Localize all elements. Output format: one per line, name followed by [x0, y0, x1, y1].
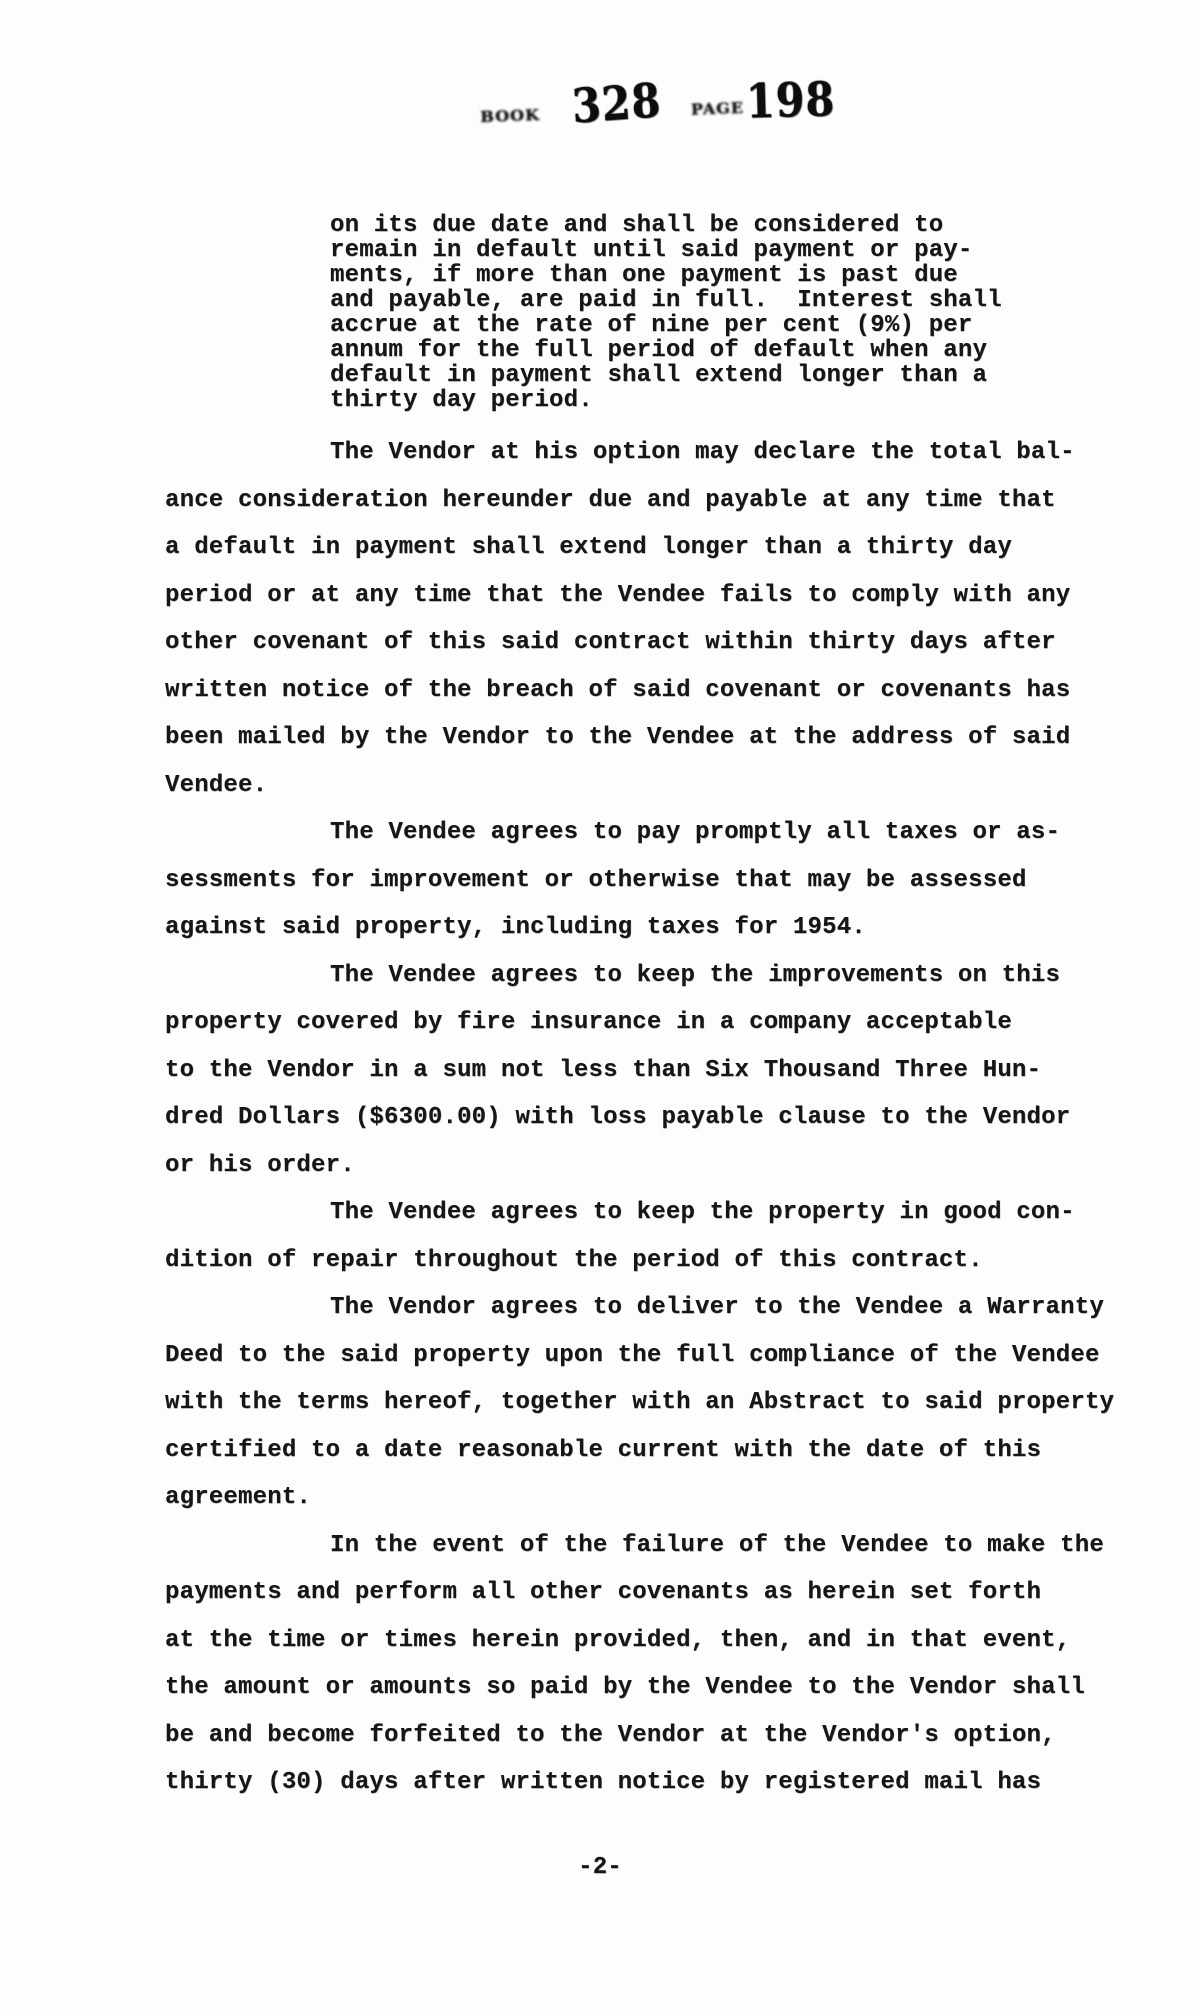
text-line: other covenant of this said contract within thirty days after	[165, 629, 1056, 656]
page-footer	[0, 1848, 1200, 1888]
footer-page-number: -2-	[578, 1854, 622, 1881]
text-line: certified to a date reasonable current with the date of this	[165, 1436, 1042, 1464]
body-text	[165, 429, 1160, 1807]
page-label: PAGE	[690, 98, 745, 118]
text-line: annum for the full period of default when any	[330, 337, 988, 364]
text-line: on its due date and shall be considered to	[330, 212, 944, 239]
text-line: Vendee.	[165, 771, 268, 799]
recorder-stamp	[479, 72, 841, 135]
text-line: The Vendee agrees to keep the property in good con-	[330, 1199, 1075, 1226]
paragraph-good-condition	[165, 1189, 1160, 1284]
text-line: The Vendor at his option may declare the total bal-	[330, 439, 1075, 466]
text-line: against said property, including taxes for 1954.	[165, 914, 866, 941]
text-line: ments, if more than one payment is past due	[330, 262, 958, 289]
text-line: Deed to the said property upon the full compliance of the Vendee	[165, 1341, 1100, 1369]
text-line: accrue at the rate of nine per cent (9%) per	[330, 312, 973, 339]
text-line: The Vendee agrees to keep the improvements on this	[330, 961, 1061, 989]
text-line: to the Vendor in a sum not less than Six Thousand Three Hun-	[165, 1056, 1042, 1084]
text-line: with the terms hereof, together with an Abstract to said property	[165, 1389, 1115, 1416]
text-line: be and become forfeited to the Vendor at the Vendor's option,	[165, 1721, 1056, 1749]
paragraph-taxes	[165, 809, 1160, 952]
paragraph-vendor-option	[165, 429, 1160, 809]
text-line: or his order.	[165, 1151, 355, 1179]
page-number-stamp: 198	[745, 72, 836, 130]
text-line: remain in default until said payment or pay-	[330, 237, 973, 264]
paragraph-warranty-deed	[165, 1284, 1160, 1522]
text-line: sessments for improvement or otherwise that may be assessed	[165, 866, 1027, 894]
text-line: been mailed by the Vendor to the Vendee at the address of said	[165, 724, 1071, 751]
text-line: property covered by fire insurance in a company acceptable	[165, 1009, 1012, 1036]
paragraph-forfeiture	[165, 1522, 1160, 1807]
text-line: The Vendor agrees to deliver to the Vendee a Warranty	[330, 1294, 1104, 1321]
text-line: agreement.	[165, 1484, 312, 1511]
book-label: BOOK	[480, 105, 541, 126]
text-line: the amount or amounts so paid by the Vendee to the Vendor shall	[165, 1674, 1085, 1701]
text-line: payments and perform all other covenants as herein set forth	[165, 1579, 1042, 1606]
text-line: thirty (30) days after written notice by registered mail has	[165, 1769, 1042, 1796]
paragraph-fire-insurance	[165, 952, 1160, 1190]
text-line: The Vendee agrees to pay promptly all taxes or as-	[330, 819, 1061, 846]
text-line: and payable, are paid in full. Interest shall	[330, 287, 1002, 314]
typed-content	[165, 213, 1160, 1807]
text-line: dred Dollars ($6300.00) with loss payable clause to the Vendor	[165, 1104, 1071, 1131]
book-number: 328	[569, 73, 663, 135]
text-line: ance consideration hereunder due and payable at any time that	[165, 486, 1056, 514]
text-line: period or at any time that the Vendee fails to comply with any	[165, 581, 1071, 609]
indented-quote-block	[330, 213, 1160, 413]
text-line: a default in payment shall extend longer than a thirty day	[165, 534, 1012, 561]
text-line: thirty day period.	[330, 387, 593, 414]
text-line: In the event of the failure of the Vendee to make the	[330, 1531, 1104, 1559]
text-line: dition of repair throughout the period of this contract.	[165, 1246, 983, 1274]
text-line: default in payment shall extend longer than a	[330, 362, 988, 389]
text-line: at the time or times herein provided, then, and in that event,	[165, 1626, 1071, 1654]
text-line: written notice of the breach of said covenant or covenants has	[165, 676, 1071, 704]
